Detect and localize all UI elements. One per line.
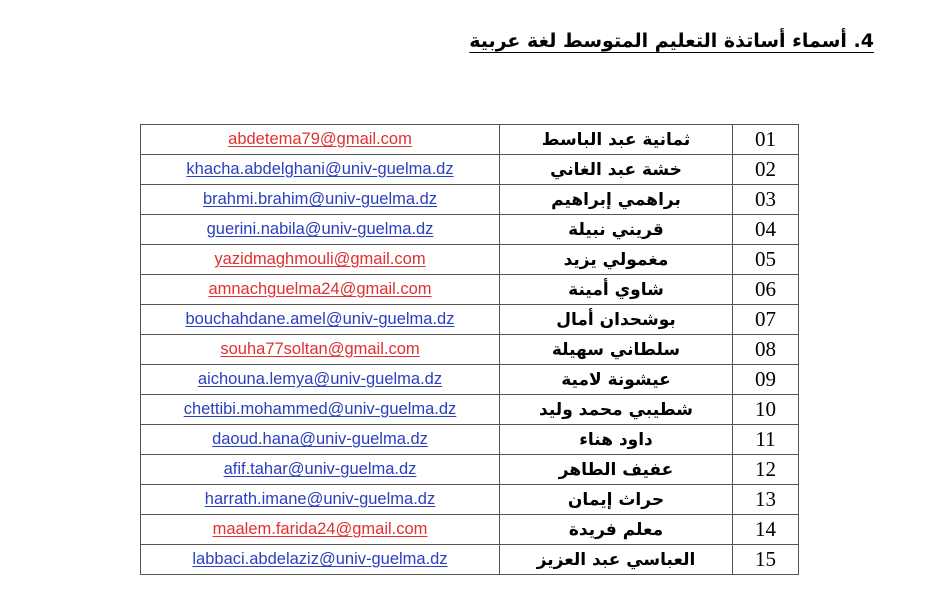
teacher-name: داود هناء: [500, 425, 733, 455]
row-number: 01: [733, 125, 799, 155]
teacher-name: العباسي عبد العزيز: [500, 545, 733, 575]
row-number: 15: [733, 545, 799, 575]
teachers-table: [140, 124, 799, 575]
table-row: [141, 155, 799, 185]
email-link[interactable]: brahmi.brahim@univ-guelma.dz: [141, 185, 500, 215]
email-link[interactable]: amnachguelma24@gmail.com: [141, 275, 500, 305]
email-link[interactable]: chettibi.mohammed@univ-guelma.dz: [141, 395, 500, 425]
row-number: 03: [733, 185, 799, 215]
teacher-name: حراث إيمان: [500, 485, 733, 515]
email-link[interactable]: daoud.hana@univ-guelma.dz: [141, 425, 500, 455]
email-link[interactable]: khacha.abdelghani@univ-guelma.dz: [141, 155, 500, 185]
email-link[interactable]: labbaci.abdelaziz@univ-guelma.dz: [141, 545, 500, 575]
table-row: [141, 365, 799, 395]
teacher-name: شطيبي محمد وليد: [500, 395, 733, 425]
teacher-name: قريني نبيلة: [500, 215, 733, 245]
email-link[interactable]: afif.tahar@univ-guelma.dz: [141, 455, 500, 485]
teacher-name: براهمي إبراهيم: [500, 185, 733, 215]
email-link[interactable]: souha77soltan@gmail.com: [141, 335, 500, 365]
teacher-name: بوشحدان أمال: [500, 305, 733, 335]
teacher-name: عفيف الطاهر: [500, 455, 733, 485]
table-row: [141, 305, 799, 335]
table-row: [141, 515, 799, 545]
email-link[interactable]: bouchahdane.amel@univ-guelma.dz: [141, 305, 500, 335]
row-number: 05: [733, 245, 799, 275]
table-row: [141, 425, 799, 455]
teacher-name: معلم فريدة: [500, 515, 733, 545]
table-row: [141, 185, 799, 215]
email-link[interactable]: maalem.farida24@gmail.com: [141, 515, 500, 545]
row-number: 08: [733, 335, 799, 365]
row-number: 09: [733, 365, 799, 395]
email-link[interactable]: abdetema79@gmail.com: [141, 125, 500, 155]
email-link[interactable]: guerini.nabila@univ-guelma.dz: [141, 215, 500, 245]
row-number: 10: [733, 395, 799, 425]
row-number: 07: [733, 305, 799, 335]
row-number: 14: [733, 515, 799, 545]
page-heading: 4. أسماء أساتذة التعليم المتوسط لغة عربية: [469, 30, 874, 52]
row-number: 04: [733, 215, 799, 245]
row-number: 06: [733, 275, 799, 305]
row-number: 12: [733, 455, 799, 485]
email-link[interactable]: aichouna.lemya@univ-guelma.dz: [141, 365, 500, 395]
teacher-name: مغمولي يزيد: [500, 245, 733, 275]
email-link[interactable]: harrath.imane@univ-guelma.dz: [141, 485, 500, 515]
table-row: [141, 275, 799, 305]
table-row: [141, 125, 799, 155]
table-row: [141, 545, 799, 575]
row-number: 02: [733, 155, 799, 185]
teacher-name: خشة عبد الغاني: [500, 155, 733, 185]
table-row: [141, 485, 799, 515]
teacher-name: شاوي أمينة: [500, 275, 733, 305]
teacher-name: ثمانية عبد الباسط: [500, 125, 733, 155]
teacher-name: سلطاني سهيلة: [500, 335, 733, 365]
table-row: [141, 395, 799, 425]
teacher-name: عيشونة لامية: [500, 365, 733, 395]
row-number: 13: [733, 485, 799, 515]
table-row: [141, 245, 799, 275]
email-link[interactable]: yazidmaghmouli@gmail.com: [141, 245, 500, 275]
row-number: 11: [733, 425, 799, 455]
table-row: [141, 215, 799, 245]
table-row: [141, 455, 799, 485]
table-row: [141, 335, 799, 365]
